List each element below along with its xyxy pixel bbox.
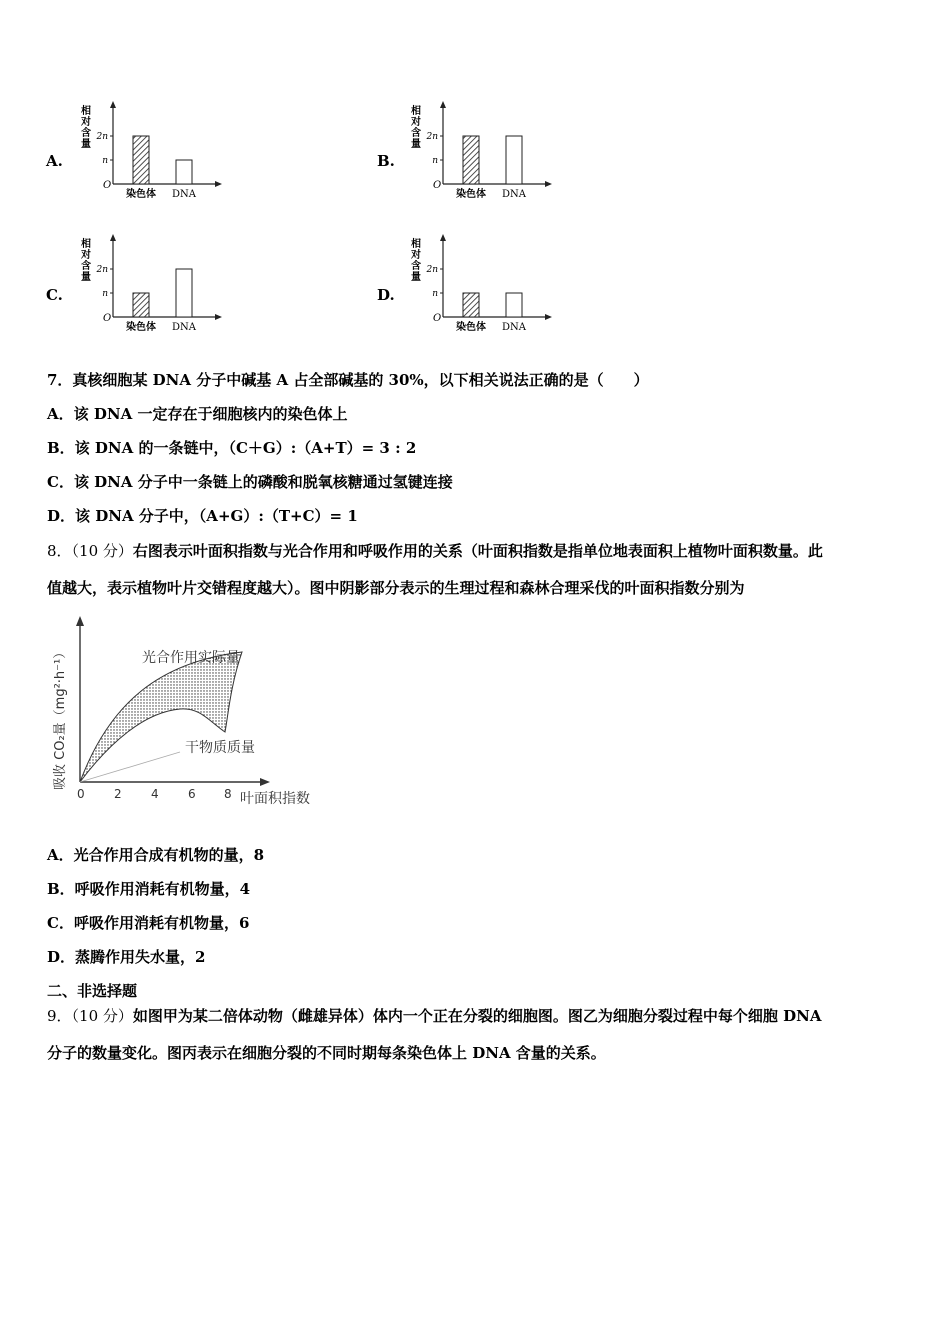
dna-bar	[506, 293, 522, 317]
q8-stem-line2: 值越大，表示植物叶片交错程度越大）。图中阴影部分表示的生理过程和森林合理采伐的叶面积指数分别为	[47, 579, 745, 597]
y-axis-arrow	[440, 234, 446, 241]
x-axis-arrow	[545, 314, 552, 320]
tick-2n-label: 2n	[426, 265, 438, 275]
tick-2n-label: 2n	[426, 132, 438, 142]
chromosome-bar	[133, 136, 149, 184]
option-a-label: A.	[46, 152, 63, 170]
q8-option-d[interactable]: D．蒸腾作用失水量，2	[47, 948, 206, 966]
category-label-dna: DNA	[502, 322, 526, 333]
bar-chart-option-a	[75, 100, 225, 205]
origin-label: O	[103, 313, 112, 324]
y-axis-label-char: 量	[81, 139, 91, 150]
y-axis-label-char: 对	[411, 117, 421, 128]
y-axis-label-char: 相	[81, 106, 91, 117]
mini-chart-svg	[405, 100, 555, 205]
q7-stem: 7．真核细胞某 DNA 分子中碱基 A 占全部碱基的 30%，以下相关说法正确的是（ ）	[47, 371, 649, 389]
y-axis-label-char: 含	[81, 128, 91, 139]
y-axis-label-char: 含	[411, 128, 421, 139]
tick-2n-label: 2n	[96, 265, 108, 275]
x-tick-6: 6	[188, 787, 196, 801]
y-axis-arrow	[110, 101, 116, 108]
category-label-chromosome: 染色体	[456, 189, 486, 200]
q7-option-d[interactable]: D．该 DNA 分子中，（A+G）:（T+C）= 1	[47, 507, 358, 525]
y-axis-label-char: 相	[411, 106, 421, 117]
curve-bottom-label: 干物质质量	[185, 740, 255, 756]
option-d-label: D.	[377, 286, 395, 304]
curve-top-label: 光合作用实际量	[142, 650, 240, 666]
dna-bar	[176, 269, 192, 317]
x-tick-4: 4	[151, 787, 159, 801]
q8-score: （10 分）	[71, 542, 133, 560]
dna-bar	[506, 136, 522, 184]
category-label-chromosome: 染色体	[126, 189, 156, 200]
y-axis-label-char: 对	[81, 117, 91, 128]
x-tick-8: 8	[224, 787, 232, 801]
bar-chart-option-d	[405, 233, 555, 338]
y-axis-arrow	[110, 234, 116, 241]
x-axis-arrow	[545, 181, 552, 187]
mini-chart-svg	[405, 233, 555, 338]
category-label-chromosome: 染色体	[456, 322, 486, 333]
q9-number: 9．	[47, 1007, 72, 1025]
category-label-dna: DNA	[172, 189, 196, 200]
y-axis-label-char: 量	[411, 272, 421, 283]
y-axis-label-char: 相	[81, 239, 91, 250]
chromosome-bar	[463, 136, 479, 184]
q9-stem-line2: 分子的数量变化。图丙表示在细胞分裂的不同时期每条染色体上 DNA 含量的关系。	[47, 1044, 606, 1062]
x-axis-arrow	[260, 778, 270, 786]
leaf-area-index-svg	[50, 612, 330, 812]
option-b-label: B.	[377, 152, 395, 170]
tick-n-label: n	[432, 289, 438, 299]
q9-stem-line1: 9．（10 分）如图甲为某二倍体动物（雌雄异体）体内一个正在分裂的细胞图。图乙为细胞分裂过程中每个细胞 DNA	[47, 1007, 822, 1025]
y-axis-label: 吸收 CO₂量（mg²·h⁻¹）	[53, 645, 68, 790]
chromosome-bar	[463, 293, 479, 317]
dna-bar	[176, 160, 192, 184]
y-axis-label-char: 含	[411, 261, 421, 272]
category-label-dna: DNA	[502, 189, 526, 200]
origin-label: O	[433, 313, 442, 324]
q7-option-a[interactable]: A．该 DNA 一定存在于细胞核内的染色体上	[47, 405, 348, 423]
chromosome-bar	[133, 293, 149, 317]
q8-number: 8．	[47, 542, 72, 560]
y-axis-arrow	[440, 101, 446, 108]
y-axis-label-char: 量	[411, 139, 421, 150]
x-axis-label: 叶面积指数	[240, 791, 310, 807]
q8-option-c[interactable]: C．呼吸作用消耗有机物量，6	[47, 914, 250, 932]
x-axis-arrow	[215, 181, 222, 187]
q8-option-a[interactable]: A．光合作用合成有机物的量，8	[47, 846, 265, 864]
category-label-chromosome: 染色体	[126, 322, 156, 333]
section-title: 二、非选择题	[47, 982, 138, 1000]
y-axis-arrow	[76, 616, 84, 626]
q9-score: （10 分）	[71, 1007, 133, 1025]
tick-2n-label: 2n	[96, 132, 108, 142]
leaf-area-index-graph	[50, 612, 330, 812]
bar-chart-option-c	[75, 233, 225, 338]
tick-n-label: n	[102, 289, 108, 299]
mini-chart-svg	[75, 100, 225, 205]
category-label-dna: DNA	[172, 322, 196, 333]
y-axis-label-char: 含	[81, 261, 91, 272]
q7-option-b[interactable]: B．该 DNA 的一条链中，（C＋G）:（A+T）= 3 : 2	[47, 439, 417, 457]
origin-label: O	[433, 180, 442, 191]
y-axis-label-char: 对	[411, 250, 421, 261]
x-axis-arrow	[215, 314, 222, 320]
tick-n-label: n	[432, 156, 438, 166]
y-axis-label-char: 相	[411, 239, 421, 250]
shaded-respiration-area	[80, 652, 242, 782]
x-tick-0: 0	[77, 787, 85, 801]
option-c-label: C.	[46, 286, 63, 304]
q8-stem-line1: 8．（10 分）右图表示叶面积指数与光合作用和呼吸作用的关系（叶面积指数是指单位地表面积上植物叶面积数量。此	[47, 542, 823, 560]
q7-option-c[interactable]: C．该 DNA 分子中一条链上的磷酸和脱氧核糖通过氢键连接	[47, 473, 453, 491]
origin-label: O	[103, 180, 112, 191]
y-axis-label-char: 对	[81, 250, 91, 261]
tick-n-label: n	[102, 156, 108, 166]
mini-chart-svg	[75, 233, 225, 338]
y-axis-label-char: 量	[81, 272, 91, 283]
q8-option-b[interactable]: B．呼吸作用消耗有机物量，4	[47, 880, 251, 898]
bar-chart-option-b	[405, 100, 555, 205]
x-tick-2: 2	[114, 787, 122, 801]
